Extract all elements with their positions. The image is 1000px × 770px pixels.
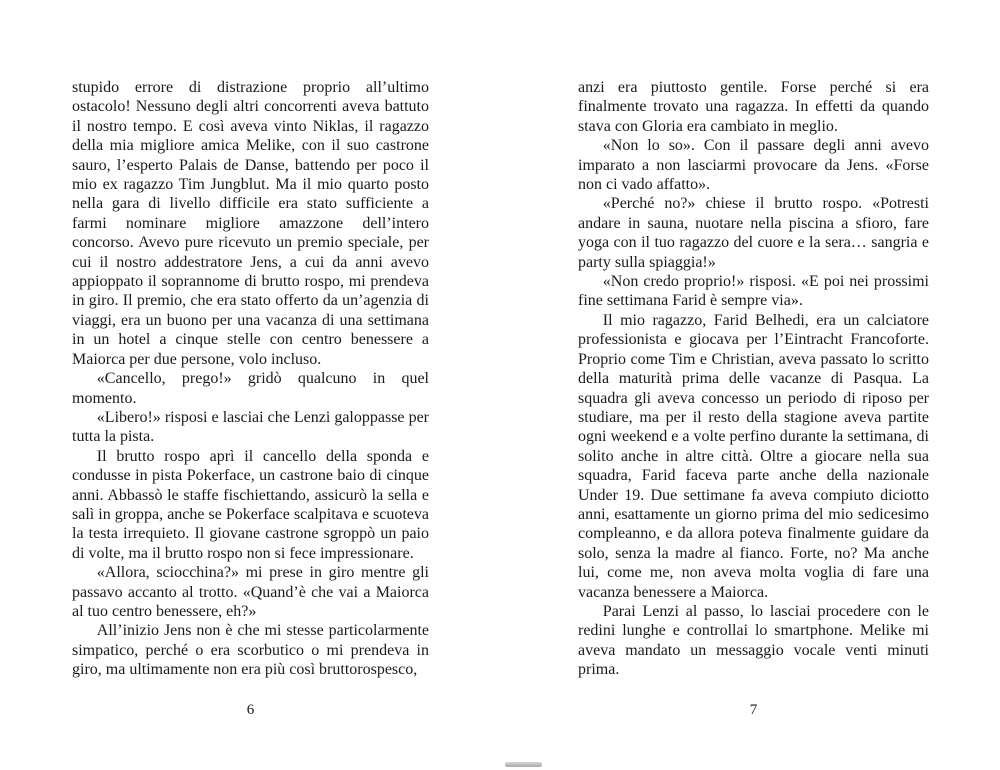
paragraph: stupido errore di distrazione proprio all’ultimo ostacolo! Nessuno degli altri concorrenti aveva battuto il nostro tempo. E così aveva vinto Niklas, il ragazzo della mia migliore amica Melike, con il suo castrone sauro, l’esperto Palais de Danse, battendo per poco il mio ex ragazzo Tim Jungblut. Ma il mio quarto posto nella gara di livello difficile era stato sufficiente a farmi nominare migliore amazzone dell’intero concorso. Avevo pure ricevuto un premio speciale, per cui il nostro addestratore Jens, a cui da anni avevo appioppato il soprannome di brutto rospo, mi prendeva in giro. Il premio, che era stato offerto da un’agenzia di viaggi, era un buono per una vacanza di una settimana in un hotel a cinque stelle con centro benessere a Maiorca per due persone, volo incluso. <box>72 79 429 368</box>
paragraph: Il brutto rospo aprì il cancello della sponda e condusse in pista Pokerface, un castrone baio di cinque anni. Abbassò le staffe fischiettando, assicurò la sella e salì in groppa, anche se Pokerface scalpitava e scuoteva la testa irrequieto. Il giovane castrone sgroppò un paio di volte, ma il brutto rospo non si fece impressionare. <box>72 447 429 562</box>
paragraph: «Libero!» risposi e lasciai che Lenzi galoppasse per tutta la pista. <box>72 408 429 446</box>
paragraph: Parai Lenzi al passo, lo lasciai procedere con le redini lunghe e controllai lo smartphone. Melike mi aveva mandato un messaggio vocale venti minuti prima. <box>578 602 929 679</box>
paragraph: «Non lo so». Con il passare degli anni avevo imparato a non lasciarmi provocare da Jens. «Forse non ci vado affatto». <box>578 137 929 194</box>
paragraph: Il mio ragazzo, Farid Belhedi, era un calciatore professionista e giocava per l’Eintracht Francoforte. Proprio come Tim e Christian, aveva passato lo scritto della maturità prima delle vacanze di Pasqua. La squadra gli aveva concesso un periodo di riposo per studiare, ma per il resto della stagione aveva partite ogni weekend e a volte perfino durante la settimana, di solito anche in altre città. Oltre a giocare nella sua squadra, Farid faceva parte anche della nazionale Under 19. Due settimane fa aveva compiuto diciotto anni, esattamente un giorno prima del mio sedicesimo compleanno, e da allora poteva finalmente guidare da solo, senza la madre al fianco. Forte, no? Ma anche lui, come me, non aveva molta voglia di fare una vacanza benessere a Maiorca. <box>578 311 929 601</box>
paragraph: «Non credo proprio!» risposi. «E poi nei prossimi fine settimana Farid è sempre via». <box>578 273 929 310</box>
paragraph: «Perché no?» chiese il brutto rospo. «Potresti andare in sauna, nuotare nella piscina a sfioro, fare yoga con il tuo ragazzo del cuore e la sera… sangria e party sulla spiaggia!» <box>578 195 929 271</box>
paragraph: All’inizio Jens non è che mi stesse particolarmente simpatico, perché o era scorbutico o mi prendeva in giro, ma ultimamente non era più così bruttorospesco, <box>72 622 429 679</box>
bottom-ui-handle[interactable] <box>505 762 542 767</box>
paragraph: «Allora, sciocchina?» mi prese in giro mentre gli passavo accanto al trotto. «Quand’è che vai a Maiorca al tuo centro benessere, eh?» <box>72 564 429 620</box>
page-number-left: 6 <box>246 702 255 718</box>
page-left-text <box>72 78 429 680</box>
page-right-text <box>578 78 929 680</box>
page-number-right: 7 <box>749 702 758 718</box>
paragraph: «Cancello, prego!» gridò qualcuno in quel momento. <box>72 370 429 407</box>
paragraph: anzi era piuttosto gentile. Forse perché si era finalmente trovato una ragazza. In effetti da quando stava con Gloria era cambiato in meglio. <box>578 79 929 135</box>
